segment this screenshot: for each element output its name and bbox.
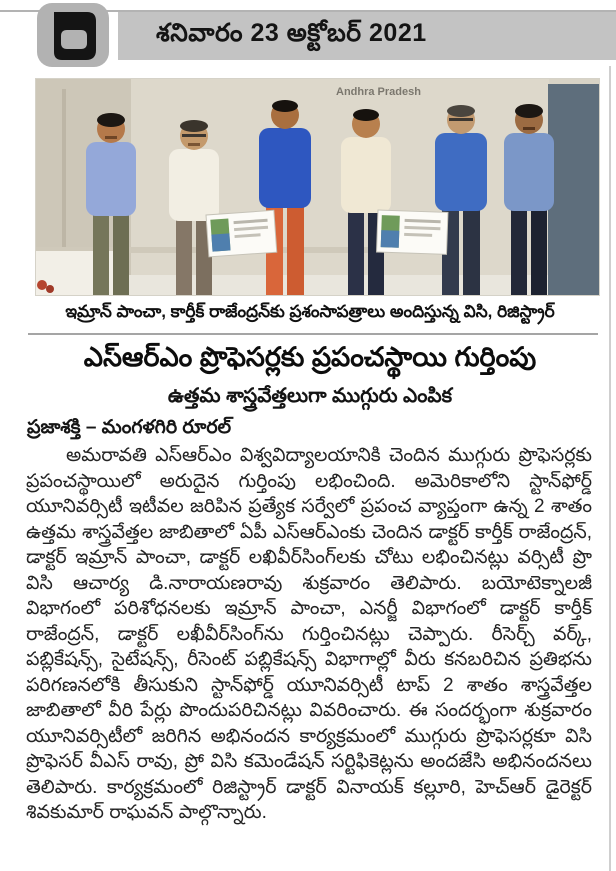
article-body: అమరావతి ఎస్ఆర్ఎం విశ్వవిద్యాలయానికి చెందిన ముగ్గురు ప్రొఫెసర్లకు ప్రపంచస్థాయిలో అరుదైన గుర్తింపు లభించింది. అమెరికాలోని స్టాన్‌ఫోర్డ్ యూనివర్సిటీ ఇటీవల జరిపిన ప్రత్యేక సర్వేలో ప్రపంచ వ్యాప్తంగా ఉన్న 2 శాతం ఉత్తమ శాస్త్రవేత్తల జాబితాలో ఏపీ ఎస్ఆర్ఎంకు చెందిన డాక్టర్ కార్తీక్ రాజేంద్రన్, డాక్టర్ ఇమ్రాన్ పాంచా, డాక్టర్ లఖివీర్‌సింగ్‌లకు చోటు లభించినట్లు వర్సిటీ ప్రొ విసి ఆచార్య డి.నారాయణరావు శుక్రవారం తెలిపారు. బయోటెక్నాలజీ విభాగంలో పరిశోధనలకు ఇమ్రాన్ పాంచా, ఎనర్జీ విభాగంలో డాక్టర్ కార్తీక్ రాజేంద్రన్, డాక్టర్ లఖీవీర్‌సింగ్‌ను గుర్తించినట్లు చెప్పారు. రీసెర్చ్ వర్క్, పబ్లికేషన్స్, సైటేషన్స్, రీసెంట్ పబ్లికేషన్స్ విభాగాల్లో వీరు కనబరిచిన ప్రతిభను పరిగణనలోకి తీసుకుని స్టాన్‌ఫోర్డ్ యూనివర్సిటీ టాప్ 2 శాతం శాస్త్రవేత్తల జాబితాలో వీరి పేర్లు పొందుపరిచినట్లు వివరించారు. ఈ సందర్భంగా శుక్రవారం యూనివర్సిటీలో జరిగిన అభినందన కార్యక్రమంలో ముగ్గురు ప్రొఫెసర్లకూ విసి ప్రొఫెసర్ వీఎస్ రావు, ప్రో విసి కమెండేషన్ సర్టిఫికెట్లను అందజేసి అభినందనలు తెలిపారు. కార్యక్రమంలో రిజిస్ట్రార్ డాక్టర్ వినాయక్ కల్లూరి, హెచ్ఆర్ డైరెక్టర్ శివకుమార్ రాఘవన్ పాల్గొన్నారు. — [26, 445, 592, 823]
article-byline: ప్రజాశక్తి – మంగళగిరి రూరల్ — [27, 417, 232, 438]
news-photo — [35, 78, 600, 296]
newspaper-logo — [37, 3, 109, 67]
certificate — [206, 210, 277, 257]
article-subheadline: ఉత్తమ శాస్త్రవేత్తలుగా ముగ్గురు ఎంపిక — [167, 385, 453, 407]
photo-caption: ఇమ్రాన్ పాంచా, కార్తీక్ రాజేంద్రన్‌కు ప్రశంసాపత్రాలు అందిస్తున్న విసి, రిజిస్ట్రార్ — [65, 302, 555, 321]
date-text: శనివారం 23 అక్టోబర్ 2021 — [156, 18, 427, 47]
article-headline: ఎస్ఆర్ఎం ప్రొఫెసర్లకు ప్రపంచస్థాయి గుర్తింపు — [83, 342, 537, 372]
date-banner — [118, 12, 616, 60]
right-edge-rule — [609, 66, 611, 871]
caption-divider — [28, 333, 598, 335]
glasses-icon — [449, 118, 473, 121]
certificate — [377, 210, 448, 254]
photo-wall-text: Andhra Pradesh — [336, 86, 421, 98]
glasses-icon — [182, 134, 206, 137]
photo-side-panel — [548, 84, 599, 295]
logo-b-icon — [37, 3, 109, 67]
